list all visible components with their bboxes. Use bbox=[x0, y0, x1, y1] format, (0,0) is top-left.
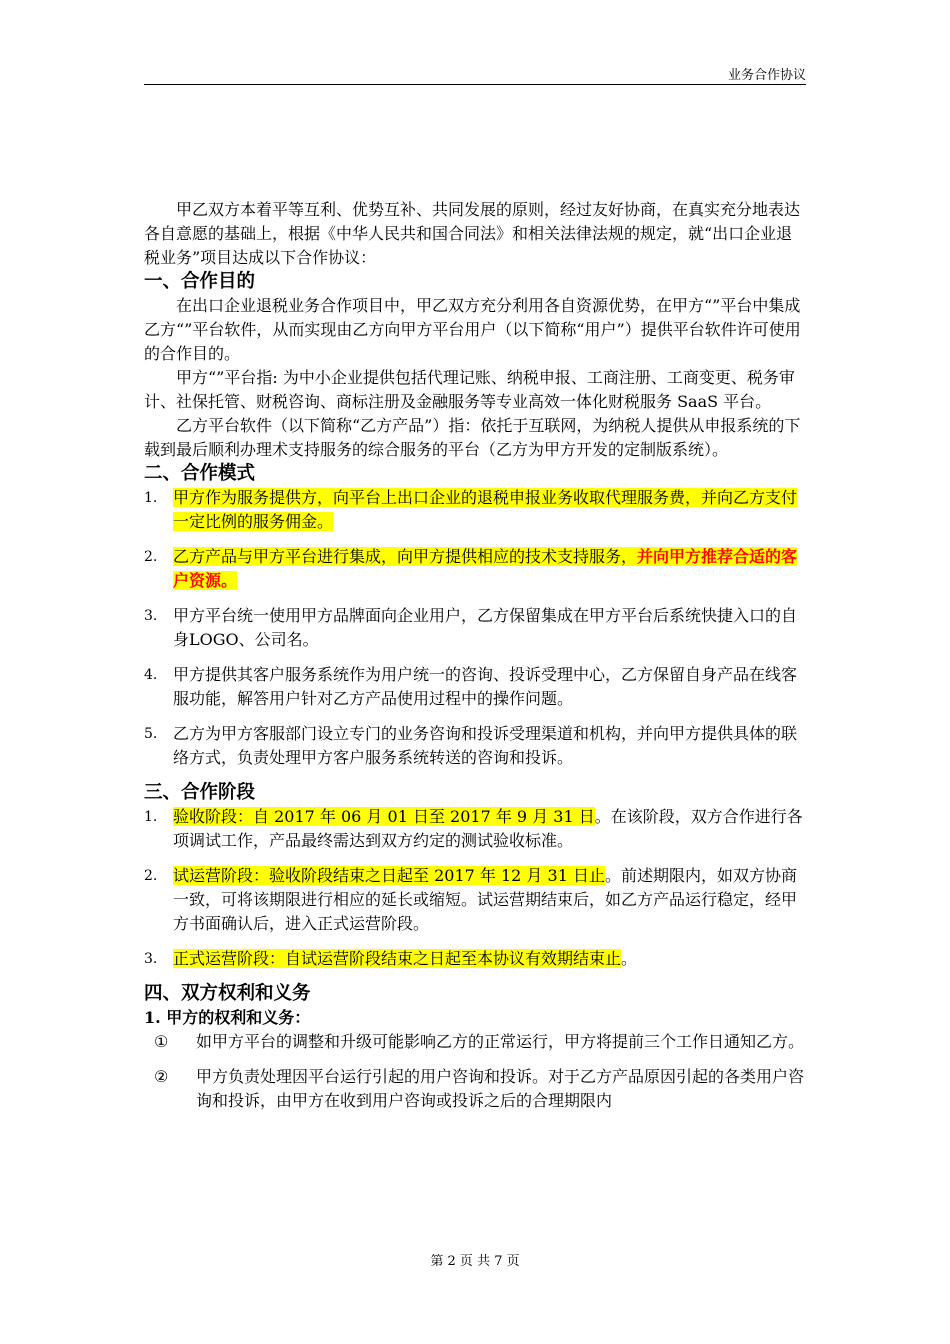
list-number: 3. bbox=[144, 608, 158, 624]
list-item bbox=[144, 805, 806, 853]
section-1-paragraph-1: 在出口企业退税业务合作项目中，甲乙双方充分利用各自资源优势，在甲方“”平台中集成乙方“”平台软件，从而实现由乙方向甲方平台用户（以下简称“用户”）提供平台软件许可使用的合作目的。 bbox=[144, 296, 801, 363]
section-1-paragraph-2: 甲方“”平台指: 为中小企业提供包括代理记账、纳税申报、工商注册、工商变更、税务审计、社保托管、财税咨询、商标注册及金融服务等专业高效一体化财税服务 SaaS 平台。 bbox=[144, 368, 795, 411]
highlighted-text: 试运营阶段：验收阶段结束之日起至 2017 年 12 月 31 日止 bbox=[173, 866, 605, 885]
item-text: 甲方平台统一使用甲方品牌面向企业用户，乙方保留集成在甲方平台后系统快捷入口的自身LOGO、公司名。 bbox=[173, 606, 798, 649]
list-number: 2. bbox=[144, 868, 158, 884]
item-text: 甲方负责处理因平台运行引起的用户咨询和投诉。对于乙方产品原因引起的各类用户咨询和投诉，由甲方在收到用户咨询或投诉之后的合理期限内 bbox=[196, 1067, 805, 1110]
list-number: ① bbox=[154, 1032, 169, 1051]
section-1-title: 一、合作目的 bbox=[144, 271, 256, 292]
section-1-paragraph-3: 乙方平台软件（以下简称“乙方产品”）指：依托于互联网，为纳税人提供从申报系统的下载到最后顺利办理术支持服务的综合服务的平台（乙方为甲方开发的定制版系统）。 bbox=[144, 416, 801, 459]
list-number: 3. bbox=[144, 951, 158, 967]
list-item bbox=[144, 663, 806, 711]
list-number: 4. bbox=[144, 667, 158, 683]
item-text: 乙方产品与甲方平台进行集成，向甲方提供相应的技术支持服务， bbox=[173, 547, 638, 566]
item-text: 。在该阶段，双方合作进行各项调试工作，产品最终需达到双方约定的测试验收标准。 bbox=[173, 807, 803, 850]
list-item bbox=[144, 1065, 806, 1113]
highlighted-text bbox=[173, 547, 797, 590]
list-item bbox=[144, 604, 806, 652]
item-text: 。前述期限内，如双方协商一致，可将该期限进行相应的延长或缩短。试运营期结束后，如乙方产品运行稳定，经甲方书面确认后，进入正式运营阶段。 bbox=[173, 866, 798, 933]
list-number: 1. bbox=[144, 809, 158, 825]
list-number: 1. bbox=[144, 490, 158, 506]
list-item bbox=[144, 947, 806, 971]
section-4-title: 四、双方权利和义务 bbox=[144, 983, 311, 1004]
document-body bbox=[144, 198, 806, 1113]
item-text: 甲方提供其客户服务系统作为用户统一的咨询、投诉受理中心，乙方保留自身产品在线客服功能，解答用户针对乙方产品使用过程中的操作问题。 bbox=[173, 665, 798, 708]
list-item bbox=[144, 486, 806, 534]
list-item bbox=[144, 545, 806, 593]
list-item bbox=[144, 1030, 806, 1054]
highlighted-text: 验收阶段：自 2017 年 06 月 01 日至 2017 年 9 月 31 日 bbox=[173, 807, 595, 826]
list-number: ② bbox=[154, 1067, 169, 1086]
item-text: 乙方为甲方客服部门设立专门的业务咨询和投诉受理渠道和机构，并向甲方提供具体的联络方式，负责处理甲方客户服务系统转送的咨询和投诉。 bbox=[173, 724, 798, 767]
list-item bbox=[144, 864, 806, 936]
item-text: 。 bbox=[621, 949, 638, 968]
list-item bbox=[144, 722, 806, 770]
highlighted-text: 正式运营阶段：自试运营阶段结束之日起至本协议有效期结束止 bbox=[173, 949, 622, 968]
section-3-title: 三、合作阶段 bbox=[144, 782, 256, 803]
list-number: 5. bbox=[144, 726, 158, 742]
page-footer: 第 2 页 共 7 页 bbox=[430, 1254, 520, 1269]
page-header bbox=[144, 64, 806, 85]
section-4-subheading: 1. 甲方的权利和义务： bbox=[144, 1008, 311, 1027]
item-text: 如甲方平台的调整和升级可能影响乙方的正常运行，甲方将提前三个工作日通知乙方。 bbox=[196, 1032, 805, 1051]
list-number: 2. bbox=[144, 549, 158, 565]
red-bold-text: 并向甲方推荐合适的客户资源。 bbox=[173, 547, 798, 590]
intro-paragraph: 甲乙双方本着平等互利、优势互补、共同发展的原则，经过友好协商，在真实充分地表达各自意愿的基础上，根据《中华人民共和国合同法》和相关法律法规的规定，就“出口企业退税业务”项目达成以下合作协议： bbox=[144, 200, 801, 267]
highlighted-text: 甲方作为服务提供方，向平台上出口企业的退税申报业务收取代理服务费，并向乙方支付一定比例的服务佣金。 bbox=[173, 488, 798, 531]
section-2-title: 二、合作模式 bbox=[144, 463, 256, 484]
header-title: 业务合作协议 bbox=[727, 68, 806, 83]
